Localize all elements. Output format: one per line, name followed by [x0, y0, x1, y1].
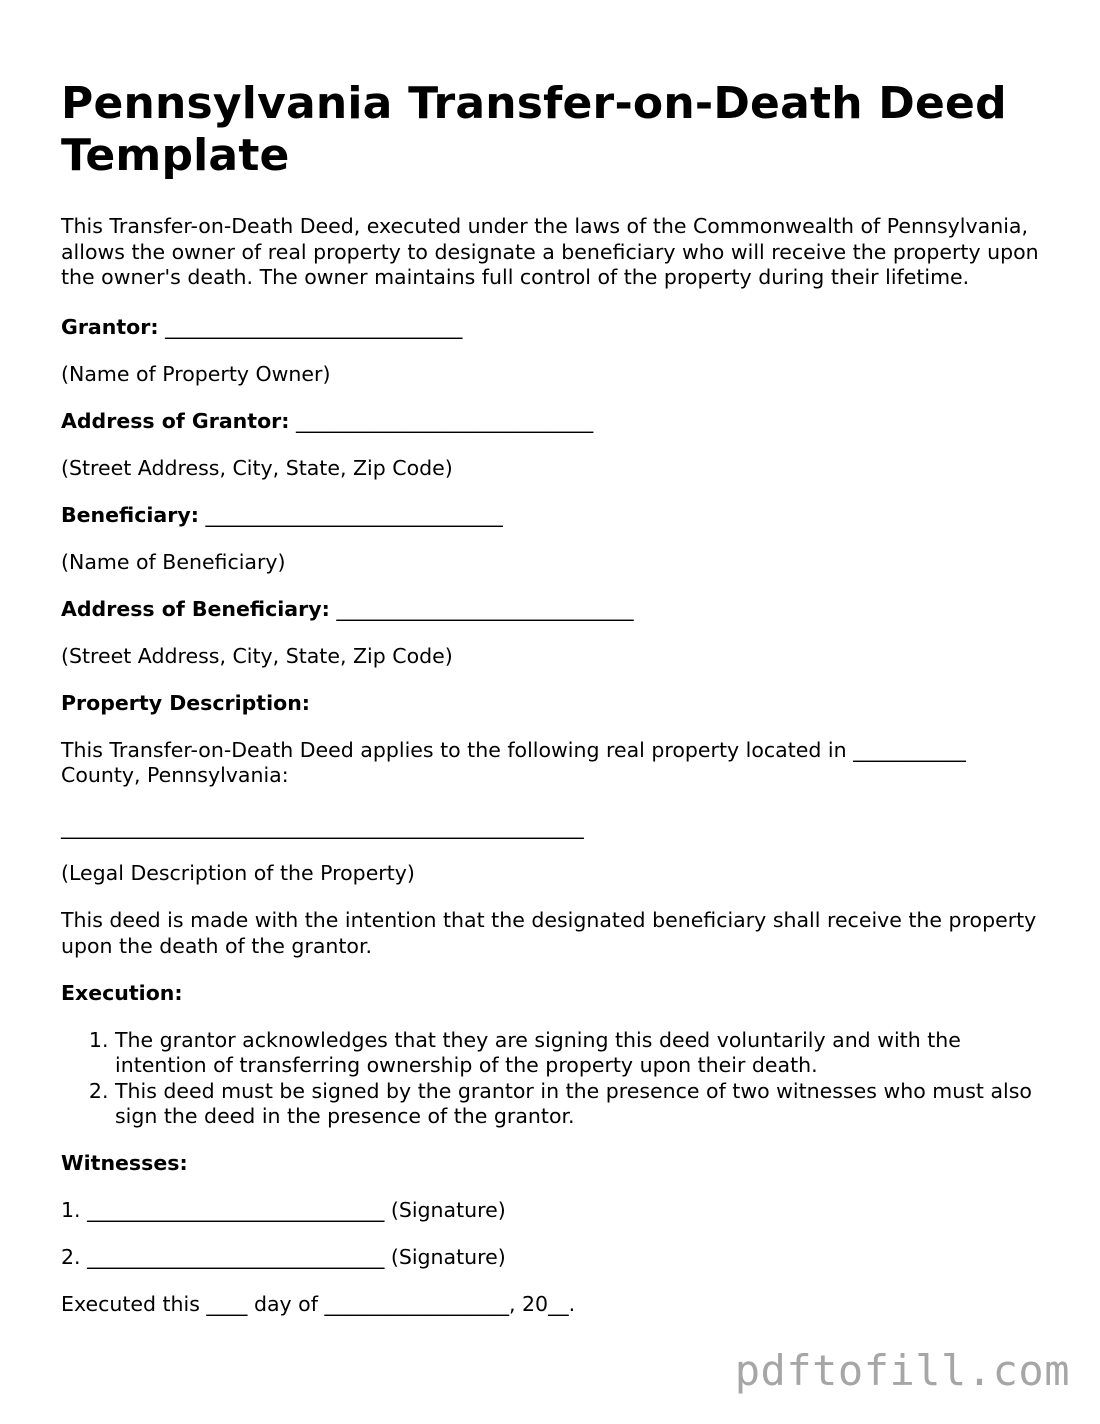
grantor-address-blank[interactable]: _____________________________ [296, 408, 594, 433]
legal-description-blank[interactable]: ___________________________________________________ [61, 814, 584, 839]
grantor-field [61, 315, 1051, 341]
beneficiary-address-label: Address of Beneficiary: [61, 596, 330, 621]
grantor-address-hint: (Street Address, City, State, Zip Code) [61, 455, 453, 480]
beneficiary-address-field [61, 597, 1051, 623]
intention-paragraph: This deed is made with the intention that the designated beneficiary shall receive the property upon the death of the grantor. [61, 908, 1037, 958]
grantor-hint: (Name of Property Owner) [61, 361, 331, 386]
page-title: Pennsylvania Transfer-on-Death Deed Template [61, 78, 1007, 181]
property-description-heading: Property Description: [61, 690, 310, 715]
grantor-blank[interactable]: _____________________________ [165, 314, 463, 339]
grantor-address-field [61, 409, 1051, 435]
beneficiary-field [61, 503, 1051, 529]
watermark: pdftofill.com [734, 1346, 1070, 1395]
legal-description-hint: (Legal Description of the Property) [61, 861, 415, 885]
witness-signature-line-2[interactable]: 2. _____________________________ (Signature) [61, 1245, 506, 1269]
grantor-label: Grantor: [61, 314, 159, 339]
execution-item: 1. The grantor acknowledges that they are signing this deed voluntarily and with the intention of transferring ownership of the property upon their death. [115, 1028, 1051, 1079]
beneficiary-hint: (Name of Beneficiary) [61, 549, 286, 574]
beneficiary-label: Beneficiary: [61, 502, 199, 527]
executed-date-line[interactable]: Executed this ____ day of __________________, 20__. [61, 1292, 576, 1316]
beneficiary-address-hint: (Street Address, City, State, Zip Code) [61, 643, 453, 668]
property-description-text: This Transfer-on-Death Deed applies to the following real property located in ___________ County, Pennsylvania: [61, 737, 966, 787]
witnesses-heading: Witnesses: [61, 1151, 188, 1175]
beneficiary-blank[interactable]: _____________________________ [205, 502, 503, 527]
execution-heading: Execution: [61, 980, 183, 1005]
intro-paragraph: This Transfer-on-Death Deed, executed under the laws of the Commonwealth of Pennsylvania, allows the owner of real property to designate a beneficiary who will receive the property upon the owner's death. The owner maintains full control of the property during their lifetime. [61, 214, 1039, 289]
beneficiary-address-blank[interactable]: _____________________________ [336, 596, 634, 621]
document-page [61, 78, 1051, 1339]
grantor-address-label: Address of Grantor: [61, 408, 290, 433]
witness-signature-line-1[interactable]: 1. _____________________________ (Signature) [61, 1198, 506, 1222]
execution-item: 2. This deed must be signed by the grantor in the presence of two witnesses who must also sign the deed in the presence of the grantor. [115, 1079, 1051, 1130]
execution-list [61, 1028, 1051, 1130]
